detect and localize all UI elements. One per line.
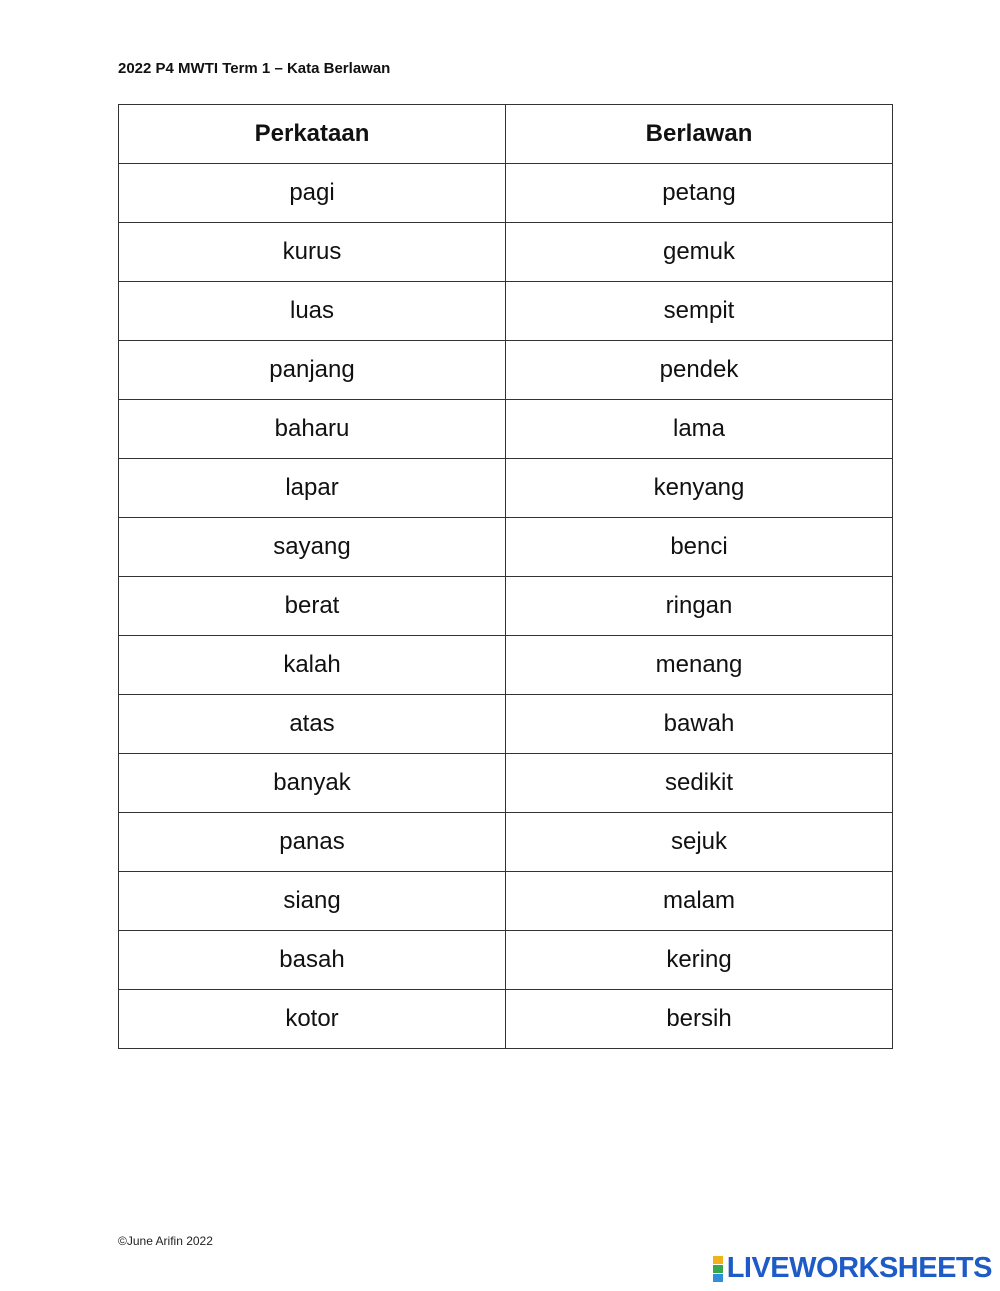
table-row bbox=[119, 400, 893, 459]
antonym-cell: lama bbox=[506, 400, 893, 459]
column-header-perkataan: Perkataan bbox=[119, 105, 506, 164]
word-cell: banyak bbox=[119, 754, 506, 813]
table-row bbox=[119, 695, 893, 754]
antonym-cell: bawah bbox=[506, 695, 893, 754]
word-cell: panjang bbox=[119, 341, 506, 400]
table-row bbox=[119, 459, 893, 518]
table-row bbox=[119, 341, 893, 400]
document-title: 2022 P4 MWTI Term 1 – Kata Berlawan bbox=[118, 60, 391, 77]
logo-text: LIVEWORKSHEETS bbox=[726, 1252, 992, 1284]
table-row bbox=[119, 518, 893, 577]
liveworksheets-logo bbox=[713, 1254, 992, 1283]
antonym-cell: malam bbox=[506, 872, 893, 931]
antonym-cell: menang bbox=[506, 636, 893, 695]
antonym-cell: sejuk bbox=[506, 813, 893, 872]
word-cell: panas bbox=[119, 813, 506, 872]
word-cell: berat bbox=[119, 577, 506, 636]
word-cell: luas bbox=[119, 282, 506, 341]
antonym-cell: ringan bbox=[506, 577, 893, 636]
word-cell: kotor bbox=[119, 990, 506, 1049]
table-row bbox=[119, 164, 893, 223]
table-row bbox=[119, 990, 893, 1049]
antonym-cell: sempit bbox=[506, 282, 893, 341]
table-row bbox=[119, 872, 893, 931]
word-cell: baharu bbox=[119, 400, 506, 459]
logo-block-blue bbox=[713, 1274, 723, 1282]
antonym-cell: benci bbox=[506, 518, 893, 577]
logo-block-green bbox=[713, 1265, 723, 1273]
table-row bbox=[119, 754, 893, 813]
word-cell: siang bbox=[119, 872, 506, 931]
word-cell: kalah bbox=[119, 636, 506, 695]
antonym-cell: sedikit bbox=[506, 754, 893, 813]
column-header-berlawan: Berlawan bbox=[506, 105, 893, 164]
word-cell: pagi bbox=[119, 164, 506, 223]
word-cell: lapar bbox=[119, 459, 506, 518]
word-cell: atas bbox=[119, 695, 506, 754]
word-cell: basah bbox=[119, 931, 506, 990]
table-row bbox=[119, 813, 893, 872]
antonym-cell: petang bbox=[506, 164, 893, 223]
table-row bbox=[119, 931, 893, 990]
antonym-cell: kering bbox=[506, 931, 893, 990]
logo-block-yellow bbox=[713, 1256, 723, 1264]
table-row bbox=[119, 282, 893, 341]
word-cell: sayang bbox=[119, 518, 506, 577]
antonym-cell: bersih bbox=[506, 990, 893, 1049]
antonym-cell: kenyang bbox=[506, 459, 893, 518]
antonym-table bbox=[118, 104, 893, 1049]
table-row bbox=[119, 223, 893, 282]
word-cell: kurus bbox=[119, 223, 506, 282]
table-header-row bbox=[119, 105, 893, 164]
antonym-cell: pendek bbox=[506, 341, 893, 400]
copyright-notice: ©June Arifin 2022 bbox=[118, 1234, 213, 1248]
antonym-cell: gemuk bbox=[506, 223, 893, 282]
table-row bbox=[119, 577, 893, 636]
liveworksheets-logo-icon bbox=[713, 1256, 723, 1282]
table-row bbox=[119, 636, 893, 695]
